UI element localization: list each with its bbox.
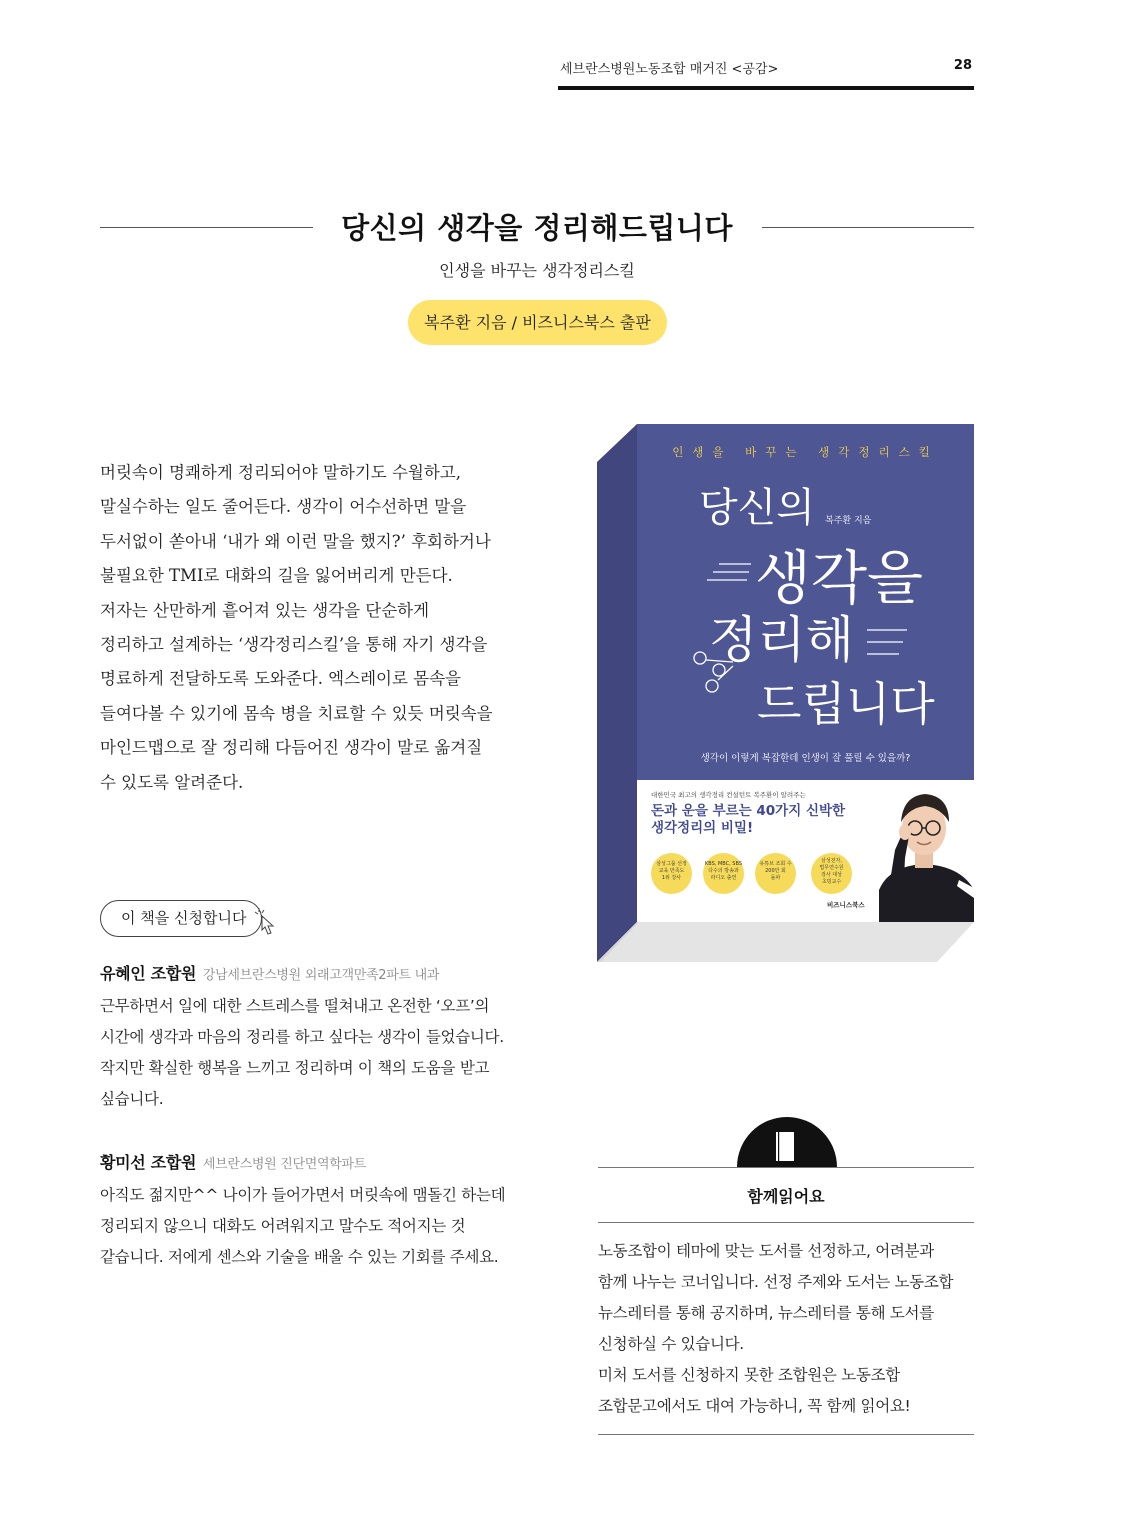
cover-badge <box>755 853 796 894</box>
title-rule-left <box>100 227 313 228</box>
cover-title-line: 당신의 <box>699 485 815 531</box>
section-rule-bottom <box>598 1434 974 1435</box>
author-publisher-badge: 복주환 지음 / 비즈니스북스 출판 <box>408 300 667 345</box>
cover-title-line: 생각을 <box>755 544 924 612</box>
page-header <box>558 58 974 90</box>
review-1 <box>100 958 520 1115</box>
intro-line: 저자는 산만하게 흩어져 있는 생각을 단순하게 <box>100 600 430 620</box>
intro-line: 명료하게 전달하도록 도와준다. 엑스레이로 몸속을 <box>100 669 461 689</box>
magazine-name: 세브란스병원노동조합 매거진 <공감> <box>560 62 779 77</box>
badge-line: 삼성그룹 선정 <box>656 861 687 867</box>
badge-line: 다수의 방송과 <box>708 868 739 874</box>
section-line: 뉴스레터를 통해 공지하며, 뉴스레터를 통해 도서를 <box>598 1304 934 1322</box>
reviewer-department: 세브란스병원 진단면역학파트 <box>202 1157 367 1172</box>
badge-line: 검사 대상 <box>821 872 842 878</box>
badge-line: 라디오 출연 <box>710 875 737 881</box>
review-line: 싶습니다. <box>100 1090 164 1108</box>
author-photo <box>869 780 974 922</box>
section-description <box>598 1236 974 1422</box>
intro-line: 머릿속이 명쾌하게 정리되어야 말하기도 수월하고, <box>100 463 461 482</box>
intro-line: 수 있도록 알려준다. <box>100 772 244 792</box>
cover-title-line: 정리해 <box>709 611 854 669</box>
cover-badge <box>703 853 744 894</box>
reviewer-department: 강남세브란스병원 외래고객만족2파트 내과 <box>202 968 440 983</box>
book-front-cover <box>637 424 974 922</box>
badge-line: 초빙교수 <box>821 879 842 885</box>
section-line: 조합문고에서도 대여 가능하니, 꼭 함께 읽어요! <box>598 1397 911 1415</box>
cover-decoration <box>637 424 974 724</box>
cover-question: 생각이 이렇게 복잡한데 인생이 잘 풀릴 수 있을까? <box>700 753 911 764</box>
badge-line: 유튜브 조회 수 <box>759 861 792 867</box>
section-line: 신청하실 수 있습니다. <box>598 1335 744 1353</box>
title-rule-right <box>762 227 974 228</box>
cover-publisher: 비즈니스북스 <box>827 901 865 909</box>
cover-badge <box>651 853 692 894</box>
cover-author: 복주환 지음 <box>825 516 872 526</box>
review-line: 시간에 생각과 마음의 정리를 하고 싶다는 생각이 들었습니다. <box>100 1028 504 1046</box>
cover-headline-line: 생각정리의 비밀! <box>651 820 754 836</box>
badge-line: 돌파 <box>770 875 781 881</box>
review-line: 정리되지 않으니 대화도 어려워지고 말수도 적어지는 것 <box>100 1217 466 1235</box>
section-line: 함께 나누는 코너입니다. 선정 주제와 도서는 노동조합 <box>598 1273 954 1291</box>
review-line: 아직도 젊지만^^ 나이가 들어가면서 머릿속에 맴돌긴 하는데 <box>100 1186 506 1204</box>
apply-book-button[interactable]: 이 책을 신청합니다 <box>100 900 262 937</box>
section-rule-top <box>598 1167 974 1168</box>
review-line: 같습니다. 저에게 센스와 기술을 배울 수 있는 기회를 주세요. <box>100 1248 499 1266</box>
reviewer-name: 황미선 조합원 <box>100 1153 197 1172</box>
cover-headline <box>651 803 845 837</box>
review-2 <box>100 1147 520 1273</box>
book-shadow-base <box>597 922 974 962</box>
review-line: 작지만 확실한 행복을 느끼고 정리하며 이 책의 도움을 받고 <box>100 1059 490 1077</box>
section-title: 함께읽어요 <box>747 1187 825 1206</box>
review-line: 근무하면서 일에 대한 스트레스를 떨쳐내고 온전한 ‘오프’의 <box>100 997 490 1015</box>
book-cover-image <box>597 424 974 962</box>
cover-headline-line: 돈과 운을 부르는 40가지 신박한 <box>651 803 846 819</box>
cover-kicker: 대한민국 최고의 생각정리 컨설턴트 복주환이 알려주는 <box>651 791 806 799</box>
intro-line: 불필요한 TMI로 대화의 길을 잃어버리게 만든다. <box>100 566 453 586</box>
section-line: 노동조합이 테마에 맞는 도서를 선정하고, 어려분과 <box>598 1242 934 1260</box>
intro-line: 들여다볼 수 있기에 몸속 병을 치료할 수 있듯 머릿속을 <box>100 703 493 723</box>
cover-tagline: 인생을 바꾸는 생각정리스킬 <box>672 445 939 459</box>
article-title: 당신의 생각을 정리해드립니다 <box>341 211 733 245</box>
page-number: 28 <box>953 58 972 73</box>
section-rule-mid <box>598 1222 974 1223</box>
book-spine <box>597 424 637 962</box>
cover-badge <box>811 853 852 894</box>
badge-line: 교육 만족도 <box>658 868 685 874</box>
cover-promo-panel <box>637 780 974 922</box>
intro-line: 정리하고 설계하는 ‘생각정리스킬’을 통해 자기 생각을 <box>100 635 488 655</box>
book-introduction <box>100 456 520 800</box>
badge-line: 1위 강사 <box>661 875 682 881</box>
article-subtitle: 인생을 바꾸는 생각정리스킬 <box>439 261 635 280</box>
book-icon <box>775 1131 795 1162</box>
intro-line: 두서없이 쏟아내 ‘내가 왜 이런 말을 했지?’ 후회하거나 <box>100 531 491 551</box>
reviewer-name: 유혜인 조합원 <box>100 964 197 983</box>
badge-line: 법무연수원 <box>819 865 844 871</box>
cover-title-line: 드립니다 <box>757 677 935 731</box>
pointer-cursor-icon <box>254 906 280 940</box>
intro-line: 말실수하는 일도 줄어든다. 생각이 어수선하면 말을 <box>100 497 467 517</box>
section-line: 미처 도서를 신청하지 못한 조합원은 노동조합 <box>598 1366 900 1384</box>
badge-line: KBS, MBC, SBS <box>705 861 742 867</box>
intro-line: 마인드맵으로 잘 정리해 다듬어진 생각이 말로 옮겨질 <box>100 738 483 758</box>
badge-line: 삼성전자, <box>821 858 842 864</box>
badge-line: 200만 회 <box>765 868 786 874</box>
